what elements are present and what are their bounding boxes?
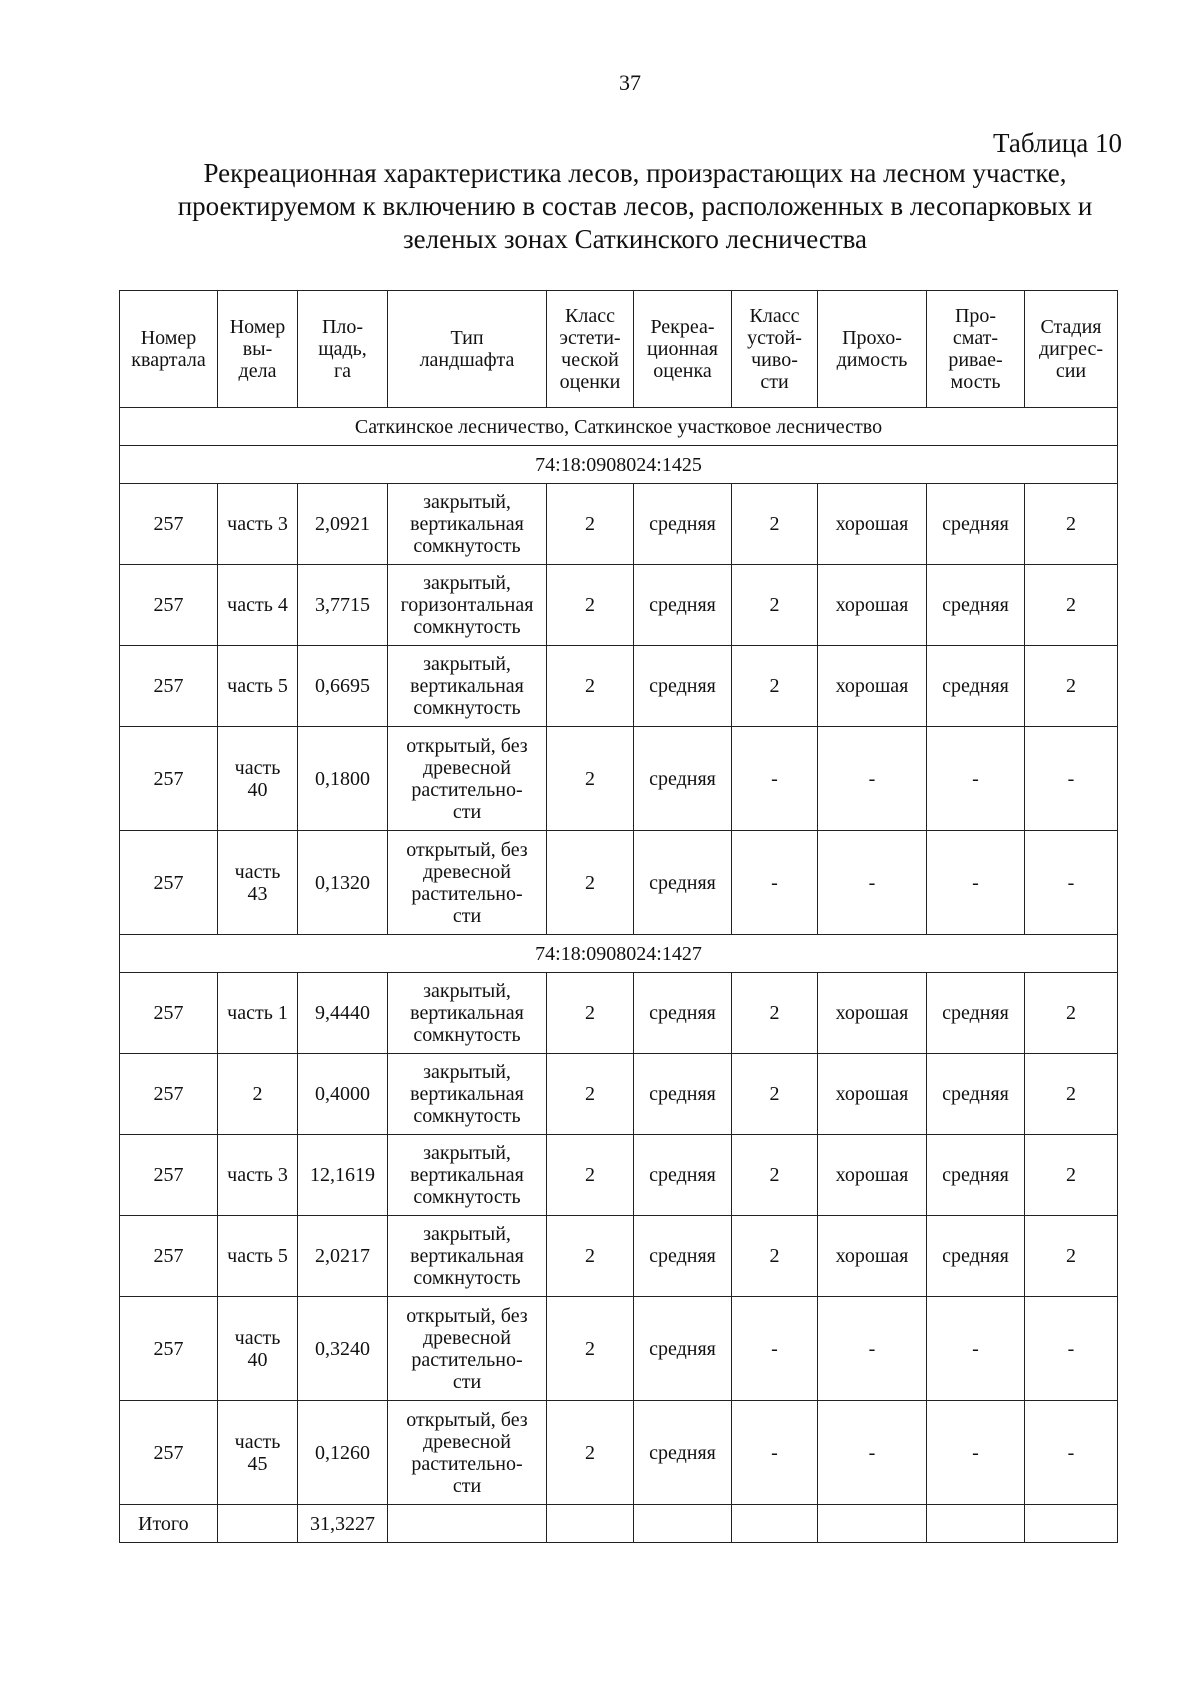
cell-stability-class: 2 bbox=[732, 973, 818, 1054]
cell-visibility: - bbox=[927, 727, 1025, 831]
table-row bbox=[120, 831, 1118, 935]
cell-area: 9,4440 bbox=[298, 973, 388, 1054]
cell-recreation-score: средняя bbox=[634, 973, 732, 1054]
cell-section: часть 5 bbox=[218, 1216, 298, 1297]
cell-passability: - bbox=[818, 831, 927, 935]
cell-landscape-type: открытый, без древесной растительно- сти bbox=[388, 1297, 547, 1401]
cell-passability: хорошая bbox=[818, 646, 927, 727]
cell-aesthetic-class: 2 bbox=[547, 831, 634, 935]
total-label: Итого bbox=[120, 1505, 218, 1543]
cell-quarter: 257 bbox=[120, 1216, 218, 1297]
header-recreation-score: Рекреа- ционная оценка bbox=[634, 291, 732, 408]
cell-quarter: 257 bbox=[120, 973, 218, 1054]
cell-landscape-type: закрытый, вертикальная сомкнутость bbox=[388, 1135, 547, 1216]
cell-landscape-type: открытый, без древесной растительно- сти bbox=[388, 1401, 547, 1505]
table-row bbox=[120, 1135, 1118, 1216]
header-area: Пло- щадь, га bbox=[298, 291, 388, 408]
cell-section: часть 43 bbox=[218, 831, 298, 935]
cell-recreation-score: средняя bbox=[634, 1054, 732, 1135]
cell-stability-class: 2 bbox=[732, 1054, 818, 1135]
table-row bbox=[120, 646, 1118, 727]
total-empty-cell bbox=[218, 1505, 298, 1543]
cell-aesthetic-class: 2 bbox=[547, 1216, 634, 1297]
cell-digression-stage: 2 bbox=[1025, 646, 1118, 727]
cell-aesthetic-class: 2 bbox=[547, 1401, 634, 1505]
cell-section: часть 3 bbox=[218, 1135, 298, 1216]
cell-area: 0,1800 bbox=[298, 727, 388, 831]
cell-stability-class: 2 bbox=[732, 484, 818, 565]
cell-passability: хорошая bbox=[818, 973, 927, 1054]
cell-digression-stage: - bbox=[1025, 1401, 1118, 1505]
cell-aesthetic-class: 2 bbox=[547, 727, 634, 831]
cell-visibility: средняя bbox=[927, 973, 1025, 1054]
cell-quarter: 257 bbox=[120, 646, 218, 727]
cell-visibility: - bbox=[927, 831, 1025, 935]
table-row bbox=[120, 1216, 1118, 1297]
cell-visibility: средняя bbox=[927, 484, 1025, 565]
cell-digression-stage: 2 bbox=[1025, 1054, 1118, 1135]
cell-passability: хорошая bbox=[818, 1135, 927, 1216]
cell-landscape-type: закрытый, вертикальная сомкнутость bbox=[388, 1054, 547, 1135]
cell-passability: - bbox=[818, 727, 927, 831]
cell-stability-class: 2 bbox=[732, 565, 818, 646]
recreation-table bbox=[119, 290, 1118, 1543]
cell-digression-stage: 2 bbox=[1025, 484, 1118, 565]
cell-aesthetic-class: 2 bbox=[547, 1297, 634, 1401]
cell-section: 2 bbox=[218, 1054, 298, 1135]
header-visibility: Про- смат- ривае- мость bbox=[927, 291, 1025, 408]
cell-recreation-score: средняя bbox=[634, 484, 732, 565]
cell-stability-class: - bbox=[732, 1297, 818, 1401]
cell-visibility: - bbox=[927, 1401, 1025, 1505]
cell-digression-stage: - bbox=[1025, 1297, 1118, 1401]
cell-recreation-score: средняя bbox=[634, 727, 732, 831]
cell-quarter: 257 bbox=[120, 1054, 218, 1135]
cell-recreation-score: средняя bbox=[634, 831, 732, 935]
cell-quarter: 257 bbox=[120, 1401, 218, 1505]
cell-aesthetic-class: 2 bbox=[547, 484, 634, 565]
cell-area: 3,7715 bbox=[298, 565, 388, 646]
cell-visibility: средняя bbox=[927, 646, 1025, 727]
table-row bbox=[120, 973, 1118, 1054]
cell-quarter: 257 bbox=[120, 727, 218, 831]
cell-landscape-type: закрытый, вертикальная сомкнутость bbox=[388, 1216, 547, 1297]
cell-section: часть 1 bbox=[218, 973, 298, 1054]
cell-visibility: средняя bbox=[927, 1216, 1025, 1297]
header-landscape-type: Тип ландшафта bbox=[388, 291, 547, 408]
total-row bbox=[120, 1505, 1118, 1543]
cell-area: 0,6695 bbox=[298, 646, 388, 727]
header-quarter: Номер квартала bbox=[120, 291, 218, 408]
total-empty-cell bbox=[818, 1505, 927, 1543]
cell-passability: хорошая bbox=[818, 565, 927, 646]
header-section: Номер вы- дела bbox=[218, 291, 298, 408]
cell-digression-stage: - bbox=[1025, 727, 1118, 831]
cell-quarter: 257 bbox=[120, 831, 218, 935]
cell-landscape-type: закрытый, вертикальная сомкнутость bbox=[388, 646, 547, 727]
cell-area: 2,0217 bbox=[298, 1216, 388, 1297]
cell-visibility: средняя bbox=[927, 1054, 1025, 1135]
cell-area: 0,3240 bbox=[298, 1297, 388, 1401]
cell-area: 2,0921 bbox=[298, 484, 388, 565]
cell-stability-class: - bbox=[732, 831, 818, 935]
cell-aesthetic-class: 2 bbox=[547, 646, 634, 727]
cell-aesthetic-class: 2 bbox=[547, 1135, 634, 1216]
cell-visibility: средняя bbox=[927, 1135, 1025, 1216]
total-empty-cell bbox=[927, 1505, 1025, 1543]
cell-stability-class: - bbox=[732, 727, 818, 831]
table-row bbox=[120, 565, 1118, 646]
cell-aesthetic-class: 2 bbox=[547, 973, 634, 1054]
cell-section: часть 45 bbox=[218, 1401, 298, 1505]
table-row bbox=[120, 1054, 1118, 1135]
total-empty-cell bbox=[388, 1505, 547, 1543]
table-row bbox=[120, 727, 1118, 831]
cell-recreation-score: средняя bbox=[634, 1297, 732, 1401]
cell-landscape-type: открытый, без древесной растительно- сти bbox=[388, 727, 547, 831]
cell-quarter: 257 bbox=[120, 1297, 218, 1401]
cell-section: часть 5 bbox=[218, 646, 298, 727]
table-row bbox=[120, 1297, 1118, 1401]
total-empty-cell bbox=[634, 1505, 732, 1543]
cell-landscape-type: закрытый, вертикальная сомкнутость bbox=[388, 973, 547, 1054]
cell-area: 0,4000 bbox=[298, 1054, 388, 1135]
cell-visibility: - bbox=[927, 1297, 1025, 1401]
cell-landscape-type: открытый, без древесной растительно- сти bbox=[388, 831, 547, 935]
table-label: Таблица 10 bbox=[993, 128, 1122, 158]
table-header-row bbox=[120, 291, 1118, 408]
cell-digression-stage: 2 bbox=[1025, 1135, 1118, 1216]
cadastral-row bbox=[120, 935, 1118, 973]
cell-area: 0,1260 bbox=[298, 1401, 388, 1505]
cell-digression-stage: 2 bbox=[1025, 973, 1118, 1054]
cell-recreation-score: средняя bbox=[634, 1216, 732, 1297]
cell-recreation-score: средняя bbox=[634, 565, 732, 646]
total-empty-cell bbox=[1025, 1505, 1118, 1543]
cell-recreation-score: средняя bbox=[634, 1135, 732, 1216]
cell-passability: хорошая bbox=[818, 1216, 927, 1297]
table-body bbox=[120, 408, 1118, 1543]
cadastral-number: 74:18:0908024:1425 bbox=[120, 446, 1118, 484]
total-empty-cell bbox=[732, 1505, 818, 1543]
cell-section: часть 3 bbox=[218, 484, 298, 565]
header-passability: Прохо- димость bbox=[818, 291, 927, 408]
table-row bbox=[120, 484, 1118, 565]
cell-recreation-score: средняя bbox=[634, 1401, 732, 1505]
forestry-name: Саткинское лесничество, Саткинское участковое лесничество bbox=[120, 408, 1118, 446]
cell-stability-class: 2 bbox=[732, 1135, 818, 1216]
cell-section: часть 40 bbox=[218, 727, 298, 831]
cell-quarter: 257 bbox=[120, 1135, 218, 1216]
cell-visibility: средняя bbox=[927, 565, 1025, 646]
cell-aesthetic-class: 2 bbox=[547, 565, 634, 646]
cell-digression-stage: - bbox=[1025, 831, 1118, 935]
cell-quarter: 257 bbox=[120, 484, 218, 565]
header-digression-stage: Стадия дигрес- сии bbox=[1025, 291, 1118, 408]
cell-passability: - bbox=[818, 1297, 927, 1401]
cell-digression-stage: 2 bbox=[1025, 565, 1118, 646]
forestry-row bbox=[120, 408, 1118, 446]
total-area: 31,3227 bbox=[298, 1505, 388, 1543]
header-stability-class: Класс устой- чиво- сти bbox=[732, 291, 818, 408]
total-empty-cell bbox=[547, 1505, 634, 1543]
cell-landscape-type: закрытый, вертикальная сомкнутость bbox=[388, 484, 547, 565]
cell-passability: хорошая bbox=[818, 1054, 927, 1135]
cell-quarter: 257 bbox=[120, 565, 218, 646]
cadastral-row bbox=[120, 446, 1118, 484]
cell-passability: - bbox=[818, 1401, 927, 1505]
cell-aesthetic-class: 2 bbox=[547, 1054, 634, 1135]
page-number: 37 bbox=[619, 70, 641, 95]
cell-digression-stage: 2 bbox=[1025, 1216, 1118, 1297]
header-aesthetic-class: Класс эстети- ческой оценки bbox=[547, 291, 634, 408]
cell-area: 12,1619 bbox=[298, 1135, 388, 1216]
cell-stability-class: - bbox=[732, 1401, 818, 1505]
cell-section: часть 40 bbox=[218, 1297, 298, 1401]
cell-recreation-score: средняя bbox=[634, 646, 732, 727]
cell-section: часть 4 bbox=[218, 565, 298, 646]
cell-stability-class: 2 bbox=[732, 646, 818, 727]
cell-stability-class: 2 bbox=[732, 1216, 818, 1297]
cell-landscape-type: закрытый, горизонтальная сомкнутость bbox=[388, 565, 547, 646]
cadastral-number: 74:18:0908024:1427 bbox=[120, 935, 1118, 973]
table-title: Рекреационная характеристика лесов, произрастающих на лесном участке, проектируемом к включению в состав лесов, расположенных в лесопарковых и зеленых зонах Саткинского лесничества bbox=[177, 158, 1093, 254]
table-row bbox=[120, 1401, 1118, 1505]
cell-passability: хорошая bbox=[818, 484, 927, 565]
cell-area: 0,1320 bbox=[298, 831, 388, 935]
